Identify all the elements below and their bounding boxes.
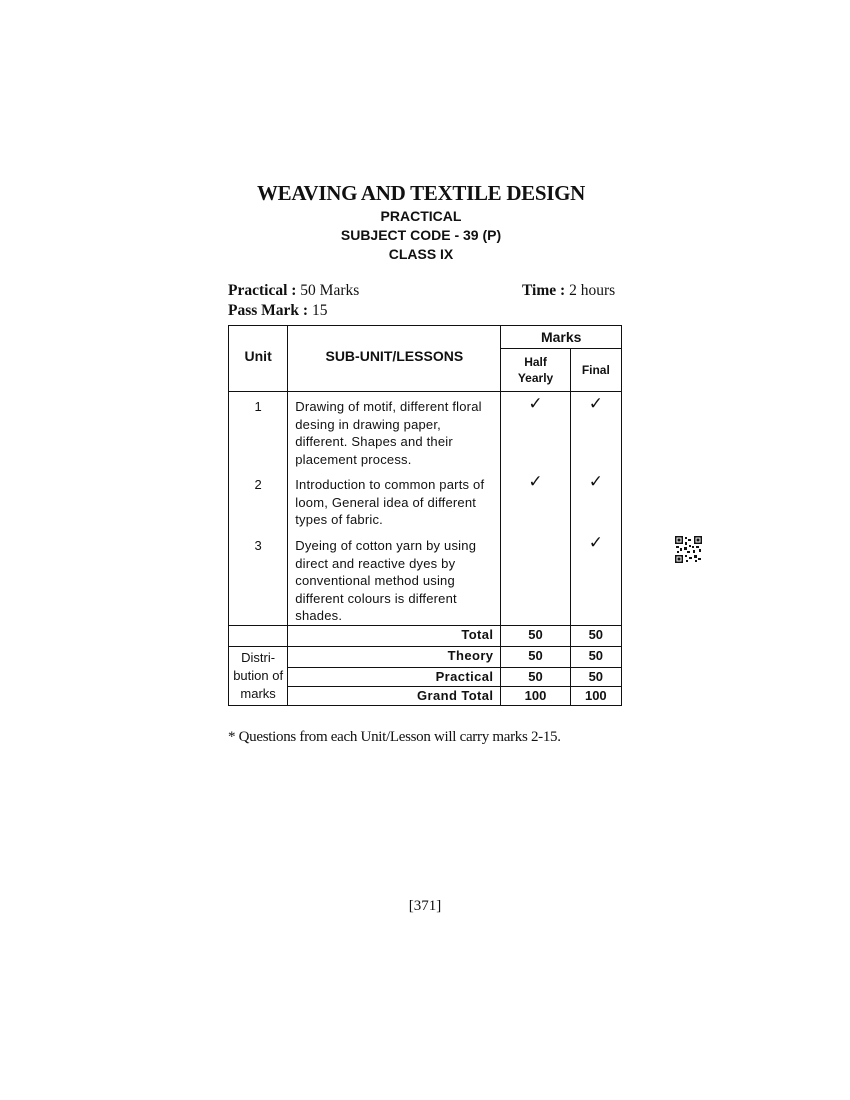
header-marks: Marks [501,326,622,349]
practical-marks-value: 50 Marks [300,282,360,299]
theory-half-yearly: 50 [501,646,570,667]
check-icon: ✓ [501,470,570,531]
check-icon: ✓ [570,470,621,531]
distribution-row [229,667,622,686]
grand-total-label: Grand Total [288,686,501,705]
header-half-yearly: Half Yearly [501,349,570,392]
total-half-yearly: 50 [501,625,570,646]
distribution-label: Distri- bution of marks [229,646,288,705]
pass-mark [228,302,327,320]
time-label: Time : [522,282,570,299]
table-row [229,470,622,531]
distribution-row [229,646,622,667]
page-title: WEAVING AND TEXTILE DESIGN [256,181,586,205]
table-row [229,531,622,625]
empty-cell [229,625,288,646]
practical-marks-label: Practical : [228,282,301,299]
theory-final: 50 [570,646,621,667]
unit-number: 1 [229,392,288,471]
footnote: * Questions from each Unit/Lesson will carry marks 2-15. [228,729,561,745]
practical-label: Practical [288,667,501,686]
page-number: [371] [408,898,442,914]
time-value: 2 hours [569,282,616,299]
lesson-text: Drawing of motif, different floral desing in drawing paper, different. Shapes and their placement process. [288,392,501,471]
lesson-text: Dyeing of cotton yarn by using direct and reactive dyes by conventional method using different colours is different shades. [288,531,501,625]
subject-code: SUBJECT CODE - 39 (P) [340,227,502,243]
distribution-row [229,686,622,705]
lesson-text: Introduction to common parts of loom, General idea of different types of fabric. [288,470,501,531]
practical-final: 50 [570,667,621,686]
subtitle-practical: PRACTICAL [380,208,462,224]
grand-total-half-yearly: 100 [501,686,570,705]
practical-marks [228,282,359,300]
time-info [522,282,615,300]
header-final: Final [570,349,621,392]
theory-label: Theory [288,646,501,667]
total-label: Total [288,625,501,646]
pass-mark-label: Pass Mark : [228,302,312,319]
practical-half-yearly: 50 [501,667,570,686]
header-sub-unit: SUB-UNIT/LESSONS [288,326,501,392]
grand-total-final: 100 [570,686,621,705]
check-icon: ✓ [570,392,621,471]
check-icon: ✓ [570,531,621,625]
class-label: CLASS IX [388,246,454,262]
unit-number: 2 [229,470,288,531]
unit-number: 3 [229,531,288,625]
empty-cell [501,531,570,625]
marks-table [228,325,622,706]
check-icon: ✓ [501,392,570,471]
qr-code-icon [675,536,702,563]
table-row [229,392,622,471]
header-unit: Unit [229,326,288,392]
total-row [229,625,622,646]
pass-mark-value: 15 [311,302,328,319]
total-final: 50 [570,625,621,646]
